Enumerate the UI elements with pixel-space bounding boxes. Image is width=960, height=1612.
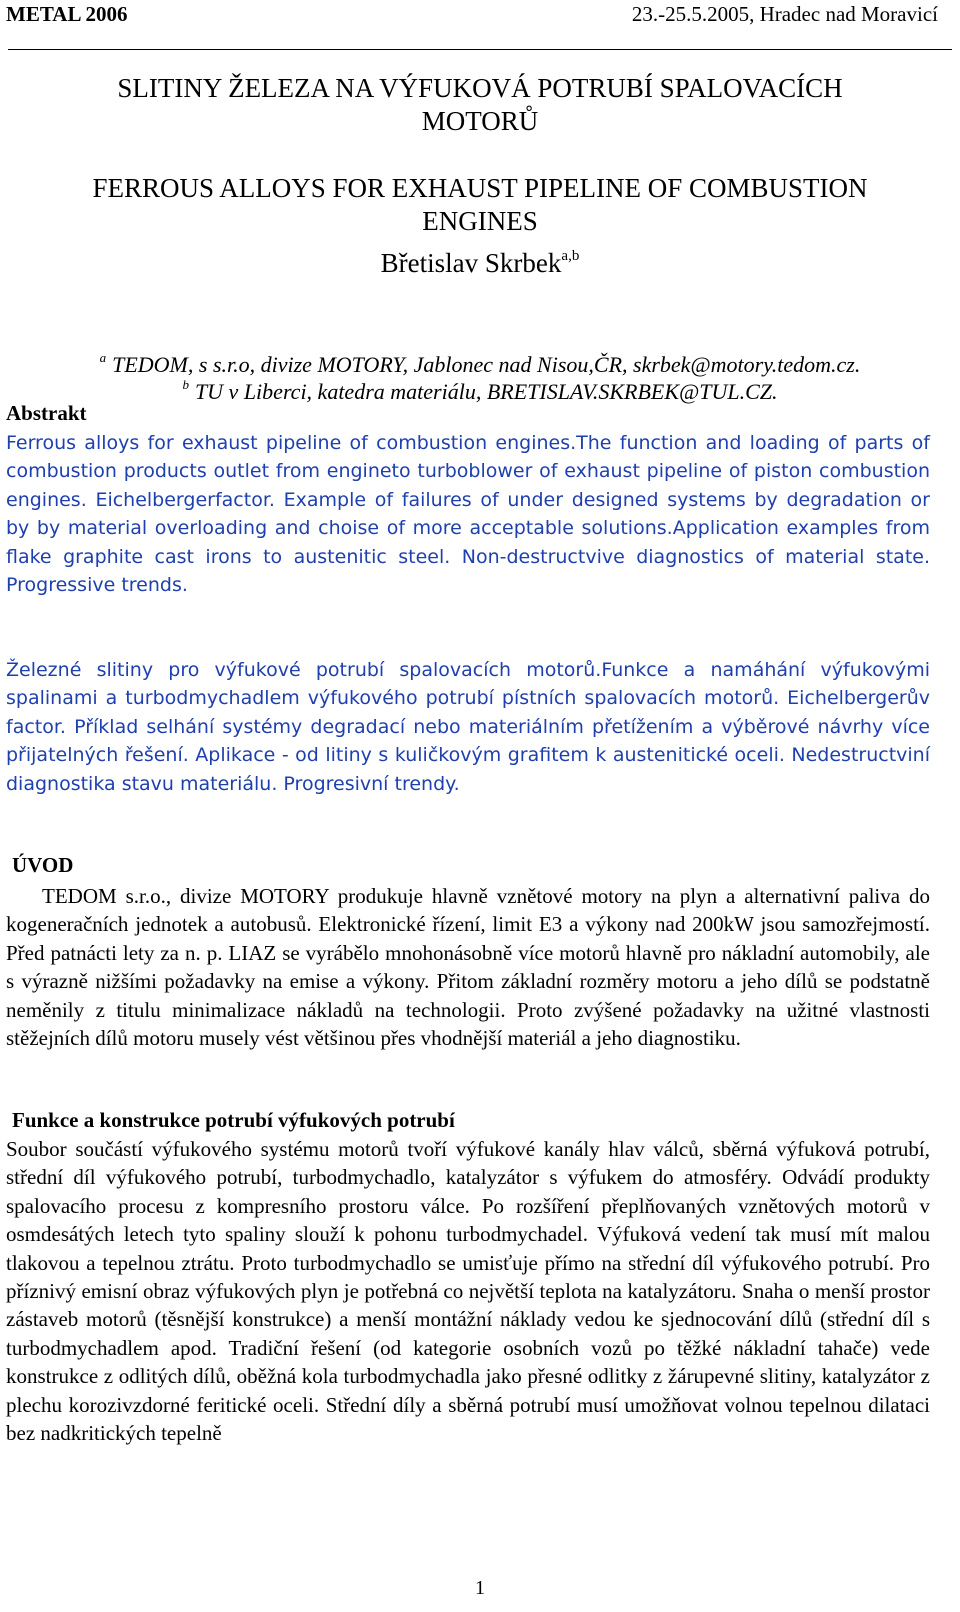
running-header bbox=[6, 2, 938, 28]
affiliation-text: TU v Liberci, katedra materiálu, BRETISLAV.SKRBEK@TUL.CZ. bbox=[194, 379, 778, 404]
conference-name: METAL 2006 bbox=[6, 2, 128, 26]
conference-date-place: 23.-25.5.2005, Hradec nad Moravicí bbox=[631, 2, 938, 26]
title-english: FERROUS ALLOYS FOR EXHAUST PIPELINE OF COMBUSTION ENGINES bbox=[92, 173, 868, 236]
intro-heading: ÚVOD bbox=[12, 853, 74, 877]
author-name: Břetislav Skrbek bbox=[380, 248, 562, 278]
intro-text: TEDOM s.r.o., divize MOTORY produkuje hlavně vznětové motory na plyn a alternativní paliva do kogeneračních jednotek a autobusů. Elektronické řízení, limit E3 a výkony nad 200kW jsou samozřejmostí. Před patnácti lety za n. p. LIAZ se vyrábělo mnohonásobně více motorů hlavně pro nákladní automobily, ale s výrazně nižšími požadavky na emise a výkony. Přitom základní rozměry motoru a jeho dílů se podstatně neměnily z titulu minimalizace nákladů na technologii. Proto zvýšené požadavky na užitné vlastnosti stěžejních dílů motoru musely vést většinou přes vhodnější materiál a jeho diagnostiku. bbox=[6, 884, 930, 1051]
affiliation-text: TEDOM, s s.r.o, divize MOTORY, Jablonec nad Nisou,ČR, skrbek@motory.tedom.cz. bbox=[112, 352, 861, 377]
affiliation-mark: b bbox=[182, 377, 189, 392]
abstract-czech: Železné slitiny pro výfukové potrubí spalovacích motorů.Funkce a namáhání výfukovými spalinami a turbodmychadlem výfukového potrubí pístních spalovacích motorů. Eichelbergerův factor. Příklad selhání systémy degradací nebo materiálním přetížením a výběrové návrhy více přijatelných řešení. Aplikace - od litiny s kuličkovým grafitem k austenitické oceli. Nedestructviní diagnostika stavu materiálu. Progresivní trendy. bbox=[6, 659, 930, 795]
affiliation-b bbox=[0, 371, 960, 406]
author-affiliation-marks: a,b bbox=[561, 248, 580, 264]
header-rule bbox=[8, 49, 952, 50]
title-czech: SLITINY ŽELEZA NA VÝFUKOVÁ POTRUBÍ SPALOVACÍCH MOTORŮ bbox=[117, 73, 843, 136]
abstract-heading: Abstrakt bbox=[6, 401, 87, 425]
page-number: 1 bbox=[475, 1577, 485, 1599]
section-heading: Funkce a konstrukce potrubí výfukových potrubí bbox=[12, 1108, 455, 1132]
intro-paragraph bbox=[6, 882, 930, 1052]
author-line bbox=[0, 239, 960, 280]
section-paragraph: Soubor součástí výfukového systému motorů tvoří výfukové kanály hlav válců, sběrná výfuková potrubí, střední díl výfukového potrubí, turbodmychadlo, katalyzátor s výfukem do atmosféry. Odvádí produkty spalovacího procesu z kompresního prostoru válce. Po rozšíření přeplňovaných vznětových motorů v osmdesátých letech tyto spaliny slouží k pohonu turbodmychadel. Výfuková vedení tak musí mít malou tlakovou a tepelnou ztrátu. Proto turbodmychadlo se umisťuje přímo na střední díl výfukového potrubí. Pro příznivý emisní obraz výfukových plyn je potřebná co největší teplota na katalyzátoru. Snaha o menší prostor zástaveb motorů (těsnější konstrukce) a menší montážní náklady vedou ke sjednocování dílů (střední díl s turbodmychadlem apod. Tradiční řešení (od kategorie osobních vozů po těžké nákladní tahače) vede konstrukce z odlitých dílů, oběžná kola turbodmychadla jako přesné odlitky z žárupevné slitiny, katalyzátor z plechu korozivzdorné feritické oceli. Střední díly a sběrná potrubí musí umožňovat volnou tepelnou dilataci bez nadkritických tepelně bbox=[6, 1137, 930, 1446]
affiliation-mark: a bbox=[99, 350, 107, 365]
abstract-english: Ferrous alloys for exhaust pipeline of combustion engines.The function and loading of parts of combustion products outlet from engineto turboblower of exhaust pipeline of piston combustion engines. Eichelbergerfactor. Example of failures of under designed systems by degradation or by by material overloading and choise of more acceptable solutions.Application examples from flake graphite cast irons to austenitic steel. Non-destructvive diagnostics of material state. Progressive trends. bbox=[6, 432, 930, 597]
